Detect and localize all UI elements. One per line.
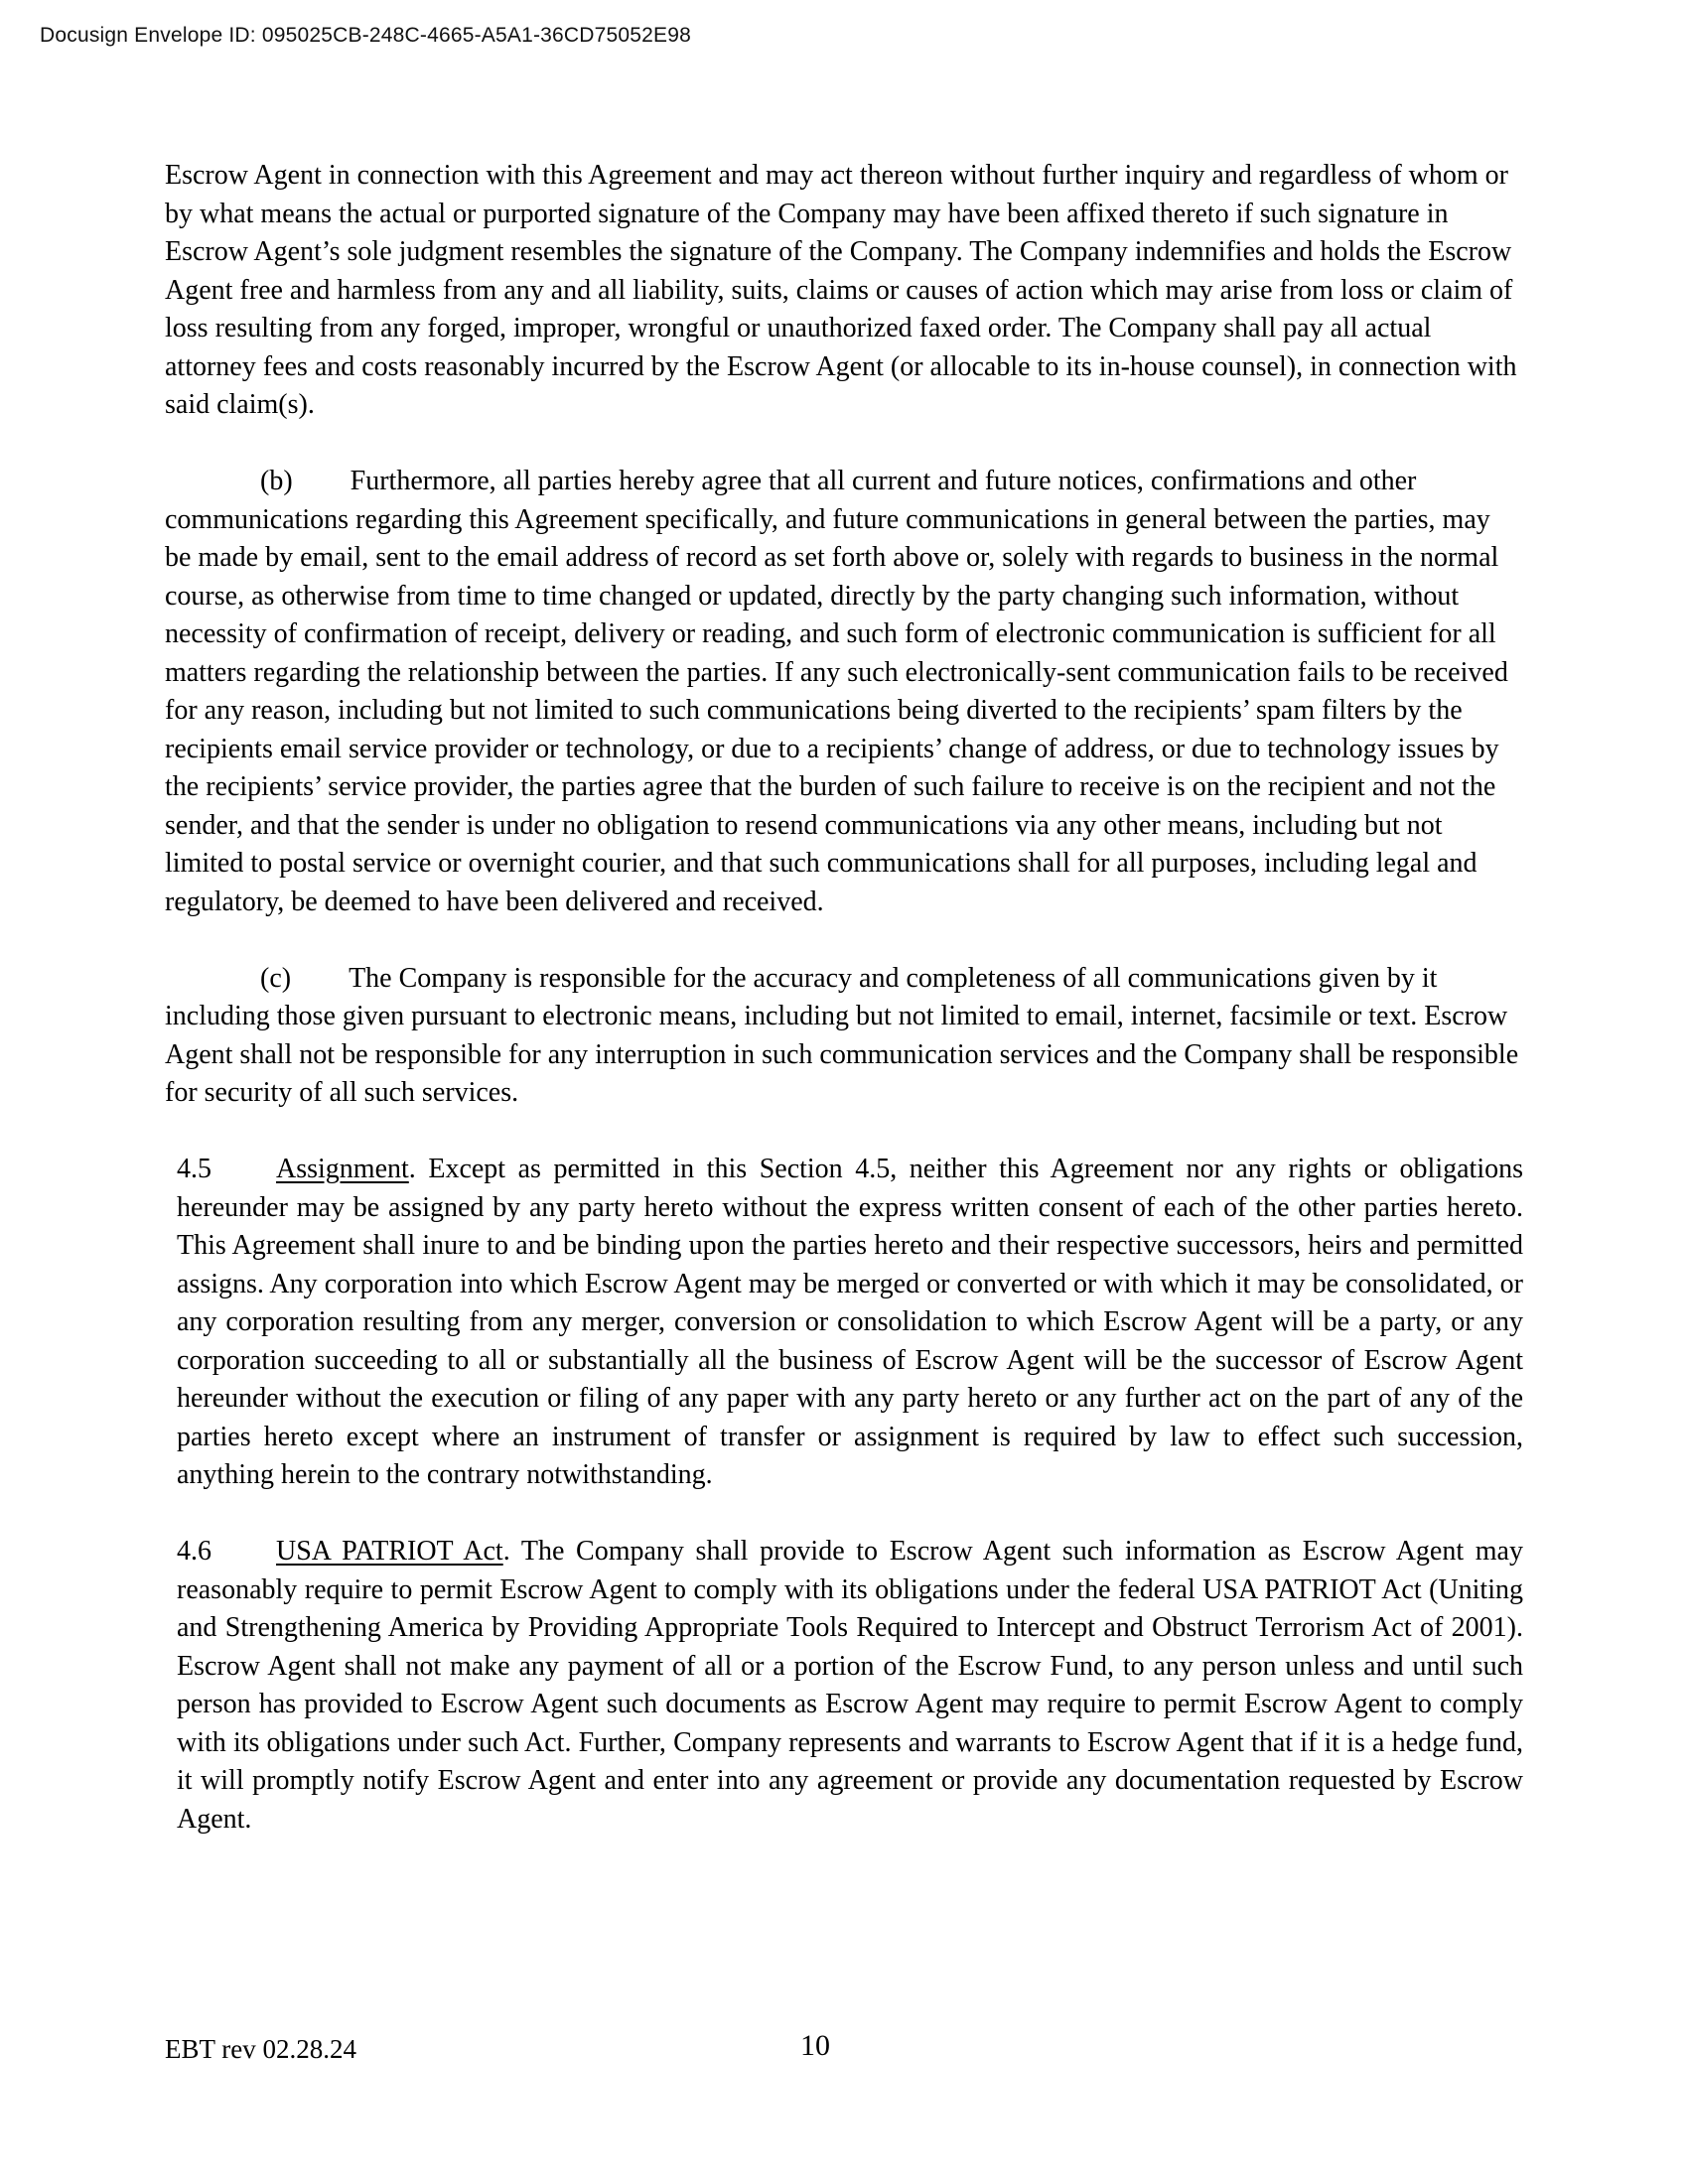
footer-revision: EBT rev 02.28.24: [165, 2034, 356, 2064]
section-4-5-text: . Except as permitted in this Section 4.5, neither this Agreement nor any rights or obligations hereunder may be assigned by any party hereto without the express written consent of each of the other parties hereto. This Agreement shall inure to and be binding upon the parties hereto and their respective successors, heirs and permitted assigns. Any corporation into which Escrow Agent may be merged or converted or with which it may be consolidated, or any corporation resulting from any merger, conversion or consolidation to which Escrow Agent will be a party, or any corporation succeeding to all or substantially all the business of Escrow Agent will be the successor of Escrow Agent hereunder without the execution or filing of any paper with any party hereto or any further act on the part of any of the parties hereto except where an instrument of transfer or assignment is required by law to effect such succession, anything herein to the contrary notwithstanding.: [177, 1154, 1523, 1490]
paragraph-c: [165, 960, 1523, 1113]
section-4-5-number: 4.5: [177, 1154, 211, 1184]
page-number: 10: [800, 2029, 830, 2062]
section-4-5-heading: Assignment: [276, 1154, 409, 1184]
section-4-5: [177, 1151, 1523, 1495]
docusign-envelope-id: Docusign Envelope ID: 095025CB-248C-4665-A5A1-36CD75052E98: [40, 24, 692, 47]
section-4-6-text: . The Company shall provide to Escrow Agent such information as Escrow Agent may reasonably require to permit Escrow Agent to comply with its obligations under the federal USA PATRIOT Act (Uniting and Strengthening America by Providing Appropriate Tools Required to Intercept and Obstruct Terrorism Act of 2001). Escrow Agent shall not make any payment of all or a portion of the Escrow Fund, to any person unless and until such person has provided to Escrow Agent such documents as Escrow Agent may require to permit Escrow Agent to comply with its obligations under such Act. Further, Company represents and warrants to Escrow Agent that if it is a hedge fund, it will promptly notify Escrow Agent and enter into any agreement or provide any documentation requested by Escrow Agent.: [177, 1536, 1523, 1835]
section-4-6: [177, 1533, 1523, 1839]
page-body: [165, 157, 1523, 1877]
paragraph-b-label: (b): [260, 466, 293, 496]
section-4-6-number: 4.6: [177, 1536, 211, 1567]
paragraph-b-text: Furthermore, all parties hereby agree that all current and future notices, confirmations and other communications regarding this Agreement specifically, and future communications in general between the parties, may be made by email, sent to the email address of record as set forth above or, solely with regards to business in the normal course, as otherwise from time to time changed or updated, directly by the party changing such information, without necessity of confirmation of receipt, delivery or reading, and such form of electronic communication is sufficient for all matters regarding the relationship between the parties. If any such electronically-sent communication fails to be received for any reason, including but not limited to such communications being diverted to the recipients’ spam filters by the recipients email service provider or technology, or due to a recipients’ change of address, or due to technology issues by the recipients’ service provider, the parties agree that the burden of such failure to receive is on the recipient and not the sender, and that the sender is under no obligation to resend communications via any other means, including but not limited to postal service or overnight courier, and that such communications shall for all purposes, including legal and regulatory, be deemed to have been delivered and received.: [165, 466, 1508, 917]
paragraph-b: [165, 463, 1523, 921]
section-4-6-heading: USA PATRIOT Act: [276, 1536, 503, 1567]
paragraph-c-label: (c): [260, 962, 292, 994]
paragraph-c-text: The Company is responsible for the accuracy and completeness of all communications given by it including those given pursuant to electronic means, including but not limited to email, internet, facsimile or text. Escrow Agent shall not be responsible for any interruption in such communication services and the Company shall be responsible for security of all such services.: [165, 962, 1519, 1108]
page-footer: [0, 2027, 1688, 2077]
paragraph-continuation: Escrow Agent in connection with this Agreement and may act thereon without further inquiry and regardless of whom or by what means the actual or purported signature of the Company may have been affixed thereto if such signature in Escrow Agent’s sole judgment resembles the signature of the Company. The Company indemnifies and holds the Escrow Agent free and harmless from any and all liability, suits, claims or causes of action which may arise from loss or claim of loss resulting from any forged, improper, wrongful or unauthorized faxed order. The Company shall pay all actual attorney fees and costs reasonably incurred by the Escrow Agent (or allocable to its in-house counsel), in connection with said claim(s).: [165, 160, 1517, 420]
